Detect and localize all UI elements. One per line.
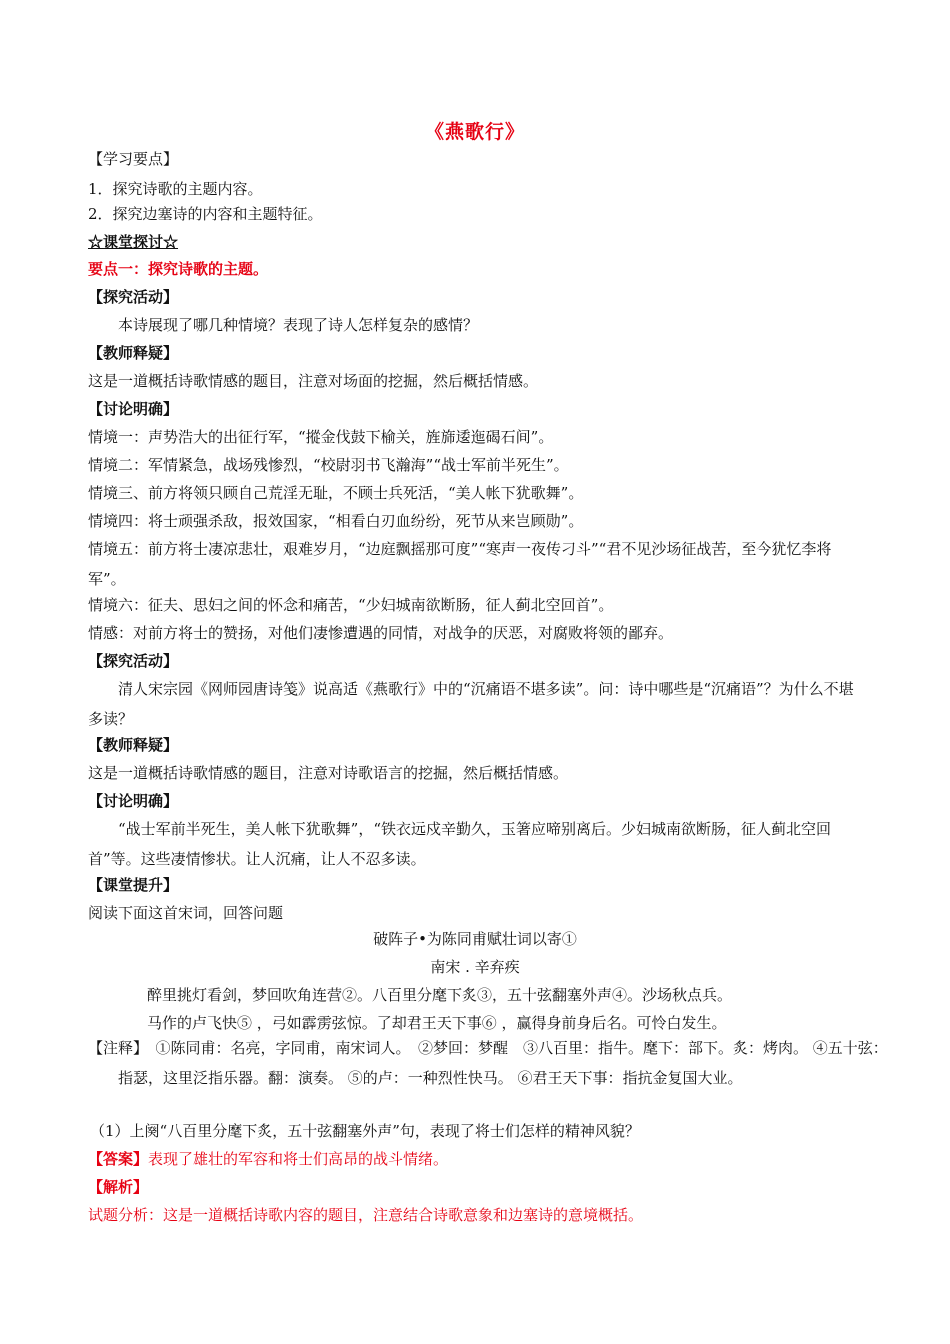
improve-intro: 阅读下面这首宋词，回答问题 — [88, 904, 284, 922]
poem-author: 南宋 . 辛弃疾 — [430, 958, 520, 976]
activity2-discuss-heading: 【讨论明确】 — [88, 792, 179, 810]
situation-3: 情境三、前方将领只顾自己荒淫无耻，不顾士兵死活，“美人帐下犹歌舞”。 — [88, 484, 584, 502]
situation-2: 情境二：军情紧急，战场残惨烈，“校尉羽书飞瀚海”“战士军前半死生”。 — [88, 456, 569, 474]
document-title: 《燕歌行》 — [424, 121, 525, 143]
emotion-summary: 情感：对前方将士的赞扬，对他们凄惨遭遇的同情，对战争的厌恶，对腐败将领的鄙弃。 — [88, 624, 674, 642]
activity2-discuss-text: “战士军前半死生，美人帐下犹歌舞”，“铁衣远戍辛勤久，玉箸应啼别离后。少妇城南欲断肠，征人蓟北空回首”等。这些凄情惨状。让人沉痛，让人不忍多读。 — [88, 820, 832, 868]
study-points-heading: 【学习要点】 — [88, 150, 179, 168]
study-point-2: 2．探究边塞诗的内容和主题特征。 — [88, 205, 323, 223]
activity2-teacher-heading: 【教师释疑】 — [88, 736, 179, 754]
activity2-heading: 【探究活动】 — [88, 652, 179, 670]
improve-heading: 【课堂提升】 — [88, 876, 179, 894]
poem-notes: 【注释】 ①陈同甫：名亮，字同甫，南宋词人。 ②梦回：梦醒 ③八百里：指牛。麾下：部下。炙：烤肉。 ④五十弦：指瑟，这里泛指乐器。翻：演奏。 ⑤的卢：一种烈性快马。 ⑥君王天下事：指抗金复国大业。 — [88, 1039, 888, 1087]
activity2-question: 清人宋宗园《网师园唐诗笺》说高适《燕歌行》中的“沉痛语不堪多读”。问：诗中哪些是“沉痛语”？为什么不堪多读？ — [88, 680, 854, 728]
poem-line-1: 醉里挑灯看剑，梦回吹角连营②。八百里分麾下炙③，五十弦翻塞外声④。沙场秋点兵。 — [147, 986, 733, 1004]
analysis-text: 试题分析：这是一道概括诗歌内容的题目，注意结合诗歌意象和边塞诗的意境概括。 — [88, 1206, 644, 1224]
point1-heading: 要点一：探究诗歌的主题。 — [88, 260, 269, 278]
situation-6: 情境六：征夫、思妇之间的怀念和痛苦，“少妇城南欲断肠，征人蓟北空回首”。 — [88, 596, 614, 614]
classroom-heading: ☆课堂探讨☆ — [88, 233, 179, 251]
poem-title: 破阵子•为陈同甫赋壮词以寄① — [373, 930, 577, 948]
question-1: （1）上阕“八百里分麾下炙，五十弦翻塞外声”句，表现了将士们怎样的精神风貌？ — [90, 1122, 640, 1140]
activity1-discuss-heading: 【讨论明确】 — [88, 400, 179, 418]
answer-line — [88, 1148, 448, 1170]
activity1-teacher-text: 这是一道概括诗歌情感的题目，注意对场面的挖掘，然后概括情感。 — [88, 372, 539, 390]
activity2-teacher-text: 这是一道概括诗歌情感的题目，注意对诗歌语言的挖掘，然后概括情感。 — [88, 764, 569, 782]
activity1-heading: 【探究活动】 — [88, 288, 179, 306]
analysis-heading: 【解析】 — [88, 1178, 149, 1196]
activity1-teacher-heading: 【教师释疑】 — [88, 344, 179, 362]
situation-4: 情境四：将士顽强杀敌，报效国家，“相看白刃血纷纷，死节从来岂顾勋”。 — [88, 512, 584, 530]
answer-text: 表现了雄壮的军容和将士们高昂的战斗情绪。 — [148, 1150, 449, 1168]
situation-5: 情境五：前方将士凄凉悲壮，艰难岁月，“边庭飘摇那可度”“寒声一夜传刁斗”“君不见沙场征战苦，至今犹忆李将军”。 — [88, 540, 832, 588]
activity1-question: 本诗展现了哪几种情境？表现了诗人怎样复杂的感情？ — [118, 316, 479, 334]
poem-line-2: 马作的卢飞快⑤ ，弓如霹雳弦惊。了却君王天下事⑥ ，赢得身前身后名。可怜白发生。 — [147, 1014, 727, 1032]
answer-label: 【答案】 — [88, 1150, 149, 1168]
study-point-1: 1．探究诗歌的主题内容。 — [88, 180, 263, 198]
situation-1: 情境一：声势浩大的出征行军，“摐金伐鼓下榆关，旌旆逶迤碣石间”。 — [88, 428, 554, 446]
